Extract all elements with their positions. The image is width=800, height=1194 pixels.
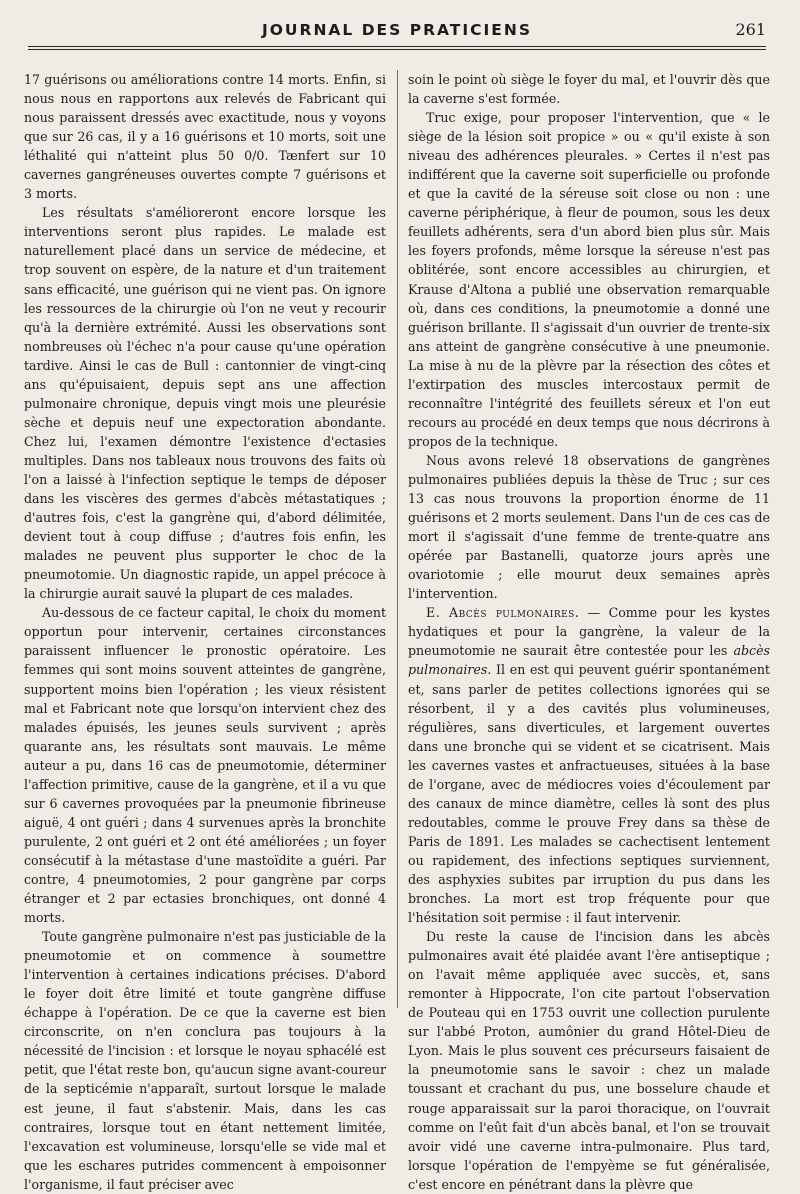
italic-term: abcès pulmonaires	[408, 643, 770, 678]
text-run: — Comme pour les kystes hydatiques et pour la gangrène, la valeur de la pneumotomie ne saurait être contestée pour les	[408, 605, 770, 659]
right-column	[408, 70, 770, 1192]
header-rule	[28, 46, 766, 47]
paragraph: Nous avons relevé 18 observations de gangrènes pulmonaires publiées depuis la thèse de Truc ; sur ces 13 cas nous trouvons la proportion énorme de 11 guérisons et 2 morts seulement. Dans l'un de ces cas de mort il s'agissait d'une femme de trente-quatre ans opérée par Bastanelli, quatorze jours après une ovariotomie ; elle mourut deux semaines après l'intervention.	[408, 452, 770, 602]
text-columns	[24, 70, 770, 1192]
paragraph: soin le point où siège le foyer du mal, et l'ouvrir dès que la caverne s'est formée.	[408, 72, 770, 107]
paragraph: Au-dessous de ce facteur capital, le choix du moment opportun pour intervenir, certaines circonstances paraissent influencer le pronostic opératoire. Les femmes qui sont moins souvent atteintes de gangrène, supportent moins bien l'opération ; les vieux résistent mal et Fabricant note que lorsqu'on intervient chez des malades épuisés, les jeunes seuls survivent ; après quarante ans, les résultats sont mauvais. Le même auteur a pu, dans 16 cas de pneumotomie, déterminer l'affection primitive, cause de la gangrène, et il a vu que sur 6 cavernes provoquées par la pneumonie fibrineuse aiguë, 4 ont guéri ; dans 4 survenues après la bronchite purulente, 2 ont guéri et 2 ont été améliorées ; un foyer consécutif à la métastase d'une mastoïdite a guéri. Par contre, 4 pneumotomies, 2 pour gangrène par corps étranger et 2 par ectasies bronchiques, ont donné 4 morts.	[24, 605, 386, 926]
section-paragraph	[408, 603, 770, 927]
paragraph: Du reste la cause de l'incision dans les abcès pulmonaires avait été plaidée avant l'ère antiseptique ; on l'avait même appliquée avec succès, et, sans remonter à Hippocrate, l'on cite partout l'observation de Pouteau qui en 1753 ouvrit une collection purulente sur l'abbé Proton, aumônier du grand Hôtel-Dieu de Lyon. Mais le plus souvent ces précurseurs faisaient de la pneumotomie sans le savoir : chez un malade toussant et crachant du pus, une bosselure chaude et rouge apparaissait sur la paroi thoracique, on l'ouvrait comme on l'eût fait d'un abcès banal, et l'on se trouvait avoir vidé une caverne intra-pulmonaire. Plus tard, lorsque l'opération de l'empyème se fut généralisée, c'est encore en pénétrant dans la plèvre que	[408, 929, 770, 1192]
section-heading: E. Abcès pulmonaires.	[426, 605, 580, 621]
header-rule-thin	[28, 49, 766, 50]
paragraph: Toute gangrène pulmonaire n'est pas justiciable de la pneumotomie et on commence à soumettre l'intervention à certaines indications précises. D'abord le foyer doit être limité et toute gangrène diffuse échappe à l'opération. De ce que la caverne est bien circonscrite, on n'en conclura pas toujours à la nécessité de l'incision : et lorsque le noyau sphacélé est petit, que l'état reste bon, qu'aucun signe avant-coureur de la septicémie n'apparaît, surtout lorsque le malade est jeune, il faut s'abstenir. Mais, dans les cas contraires, lorsque tout en étant nettement limitée, l'excavation est volumineuse, lorsqu'elle se vide mal et que les eschares putrides commencent à empoisonner l'organisme, il faut préciser avec	[24, 929, 386, 1192]
text-run: . Il en est qui peuvent guérir spontanément et, sans parler de petites collections ignorées qui se résorbent, il y a des cavités plus volumineuses, régulières, sans diverticules, et largement ouvertes dans une bronche qui se vident et se cicatrisent. Mais les cavernes vastes et anfractueuses, situées à la base de l'organe, avec de médiocres voies d'écoulement par des canaux de mince diamètre, celles là sont des plus redoutables, comme le prouve Frey dans sa thèse de Paris de 1891. Les malades se cachectisent lentement ou rapidement, des infections septiques surviennent, des asphyxies subites par irruption du pus dans les bronches. La mort est trop fréquente pour que l'hésitation soit permise : il faut intervenir.	[408, 662, 770, 926]
paragraph: Truc exige, pour proposer l'intervention, que « le siège de la lésion soit propice » ou « qu'il existe à son niveau des adhérences pleurales. » Certes il n'est pas indifférent que la caverne soit superficielle ou profonde et que la cavité de la séreuse soit close ou non : une caverne périphérique, à fleur de poumon, sous les deux feuillets adhérents, sera d'un abord bien plus sûr. Mais les foyers profonds, même lorsque la séreuse n'est pas oblitérée, sont encore accessibles au chirurgien, et Krause d'Altona a publié une observation remarquable où, dans ces conditions, la pneumotomie a donné une guérison brillante. Il s'agissait d'un ouvrier de trente-six ans atteint de gangrène consécutive à une pneumonie. La mise à nu de la plèvre par la résection des côtes et l'extirpation des muscles intercostaux permit de reconnaître l'intégrité des feuillets séreux et l'on eut recours au procédé en deux temps que nous décrirons à propos de la technique.	[408, 110, 770, 449]
paragraph: Les résultats s'amélioreront encore lorsque les interventions seront plus rapides. Le malade est naturellement placé dans un service de médecine, et trop souvent on espère, de la nature et d'un traitement sans efficacité, une guérison qui ne vient pas. On ignore les ressources de la chirurgie où l'on ne veut y recourir qu'à la dernière extrémité. Aussi les observations sont nombreuses où l'échec n'a pour cause qu'une opération tardive. Ainsi le cas de Bull : cantonnier de vingt-cinq ans qu'épuisaient, depuis sept ans une affection pulmonaire chronique, depuis vingt mois une pleurésie sèche et depuis neuf une expectoration abondante. Chez lui, l'examen démontre l'existence d'ectasies multiples. Dans nos tableaux nous trouvons des faits où l'on a laissé à l'infection septique le temps de déposer dans les viscères des germes d'abcès métastatiques ; d'autres fois, c'est la gangrène qui, d'abord délimitée, devient tout à coup diffuse ; d'autres fois enfin, les malades ne peuvent plus supporter le choc de la pneumotomie. Un diagnostic rapide, un appel précoce à la chirurgie aurait sauvé la plupart de ces malades.	[24, 205, 386, 602]
journal-title: JOURNAL DES PRATICIENS	[261, 21, 532, 39]
paragraph: 17 guérisons ou améliorations contre 14 morts. Enfin, si nous nous en rapportons aux relevés de Fabricant qui nous paraissent dressés avec exactitude, nous y voyons que sur 26 cas, il y a 16 guérisons et 10 morts, soit une léthalité qui n'atteint plus 50 0/0. Tænfert sur 10 cavernes gangréneuses ouvertes compte 7 guérisons et 3 morts.	[24, 72, 386, 202]
page-number: 261	[735, 20, 766, 39]
left-column	[24, 70, 386, 1192]
page-header	[28, 18, 766, 44]
